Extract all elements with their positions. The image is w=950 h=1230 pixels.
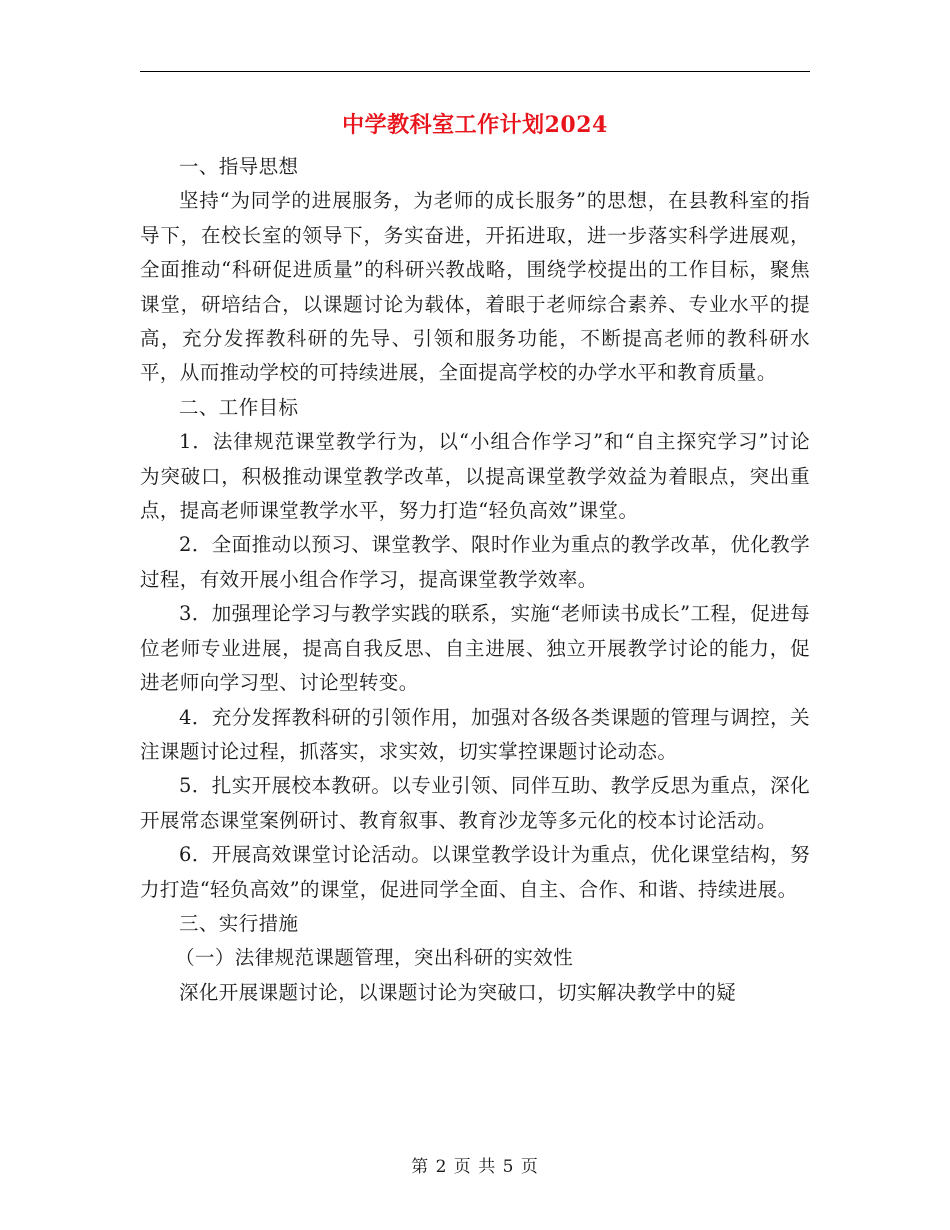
paragraph-guiding-ideology: 坚持“为同学的进展服务，为老师的成长服务”的思想，在县教科室的指导下，在校长室的领导下，务实奋进，开拓进取，进一步落实科学进展观，全面推动“科研促进质量”的科研兴教战略，围绕学校提出的工作目标，聚焦课堂，研培结合，以课题讨论为载体，着眼于老师综合素养、专业水平的提高，充分发挥教科研的先导、引领和服务功能，不断提高老师的教科研水平，从而推动学校的可持续进展，全面提高学校的办学水平和教育质量。 xyxy=(140,189,810,385)
section-heading-measures: 三、实行措施 xyxy=(179,911,299,935)
goal-item-4: 4．充分发挥教科研的引领作用，加强对各级各类课题的管理与调控，关注课题讨论过程，抓落实，求实效，切实掌控课题讨论动态。 xyxy=(140,705,810,763)
page-footer xyxy=(0,1152,950,1177)
goal-item-2: 2．全面推动以预习、课堂教学、限时作业为重点的教学改革，优化教学过程，有效开展小组合作学习，提高课堂教学效率。 xyxy=(140,533,810,591)
header-rule xyxy=(140,71,810,72)
goal-item-5: 5．扎实开展校本教研。以专业引领、同伴互助、教学反思为重点，深化开展常态课堂案例研讨、教育叙事、教育沙龙等多元化的校本讨论活动。 xyxy=(140,774,810,832)
goal-item-6: 6．开展高效课堂讨论活动。以课堂教学设计为重点，优化课堂结构，努力打造“轻负高效”的课堂，促进同学全面、自主、合作、和谐、持续进展。 xyxy=(140,843,810,901)
section-heading-guiding-ideology: 一、指导思想 xyxy=(179,155,299,178)
goal-item-3: 3．加强理论学习与教学实践的联系，实施“老师读书成长”工程，促进每位老师专业进展，提高自我反思、自主进展、独立开展教学讨论的能力，促进老师向学习型、讨论型转变。 xyxy=(140,602,810,695)
section-heading-work-goals: 二、工作目标 xyxy=(179,395,299,419)
document-title: 中学教科室工作计划2024 xyxy=(342,112,608,138)
paragraph-measures-1: 深化开展课题讨论，以课题讨论为突破口，切实解决教学中的疑 xyxy=(179,980,737,1004)
page-number-label: 第 2 页 共 5 页 xyxy=(411,1157,539,1177)
document-body xyxy=(140,150,810,1010)
goal-item-1: 1．法律规范课堂教学行为，以“小组合作学习”和“自主探究学习”讨论为突破口，积极推动课堂教学改革，以提高课堂教学效益为着眼点，突出重点，提高老师课堂教学水平，努力打造“轻负高效”课堂。 xyxy=(140,430,810,523)
subsection-heading-1: （一）法律规范课题管理，突出科研的实效性 xyxy=(175,946,574,970)
